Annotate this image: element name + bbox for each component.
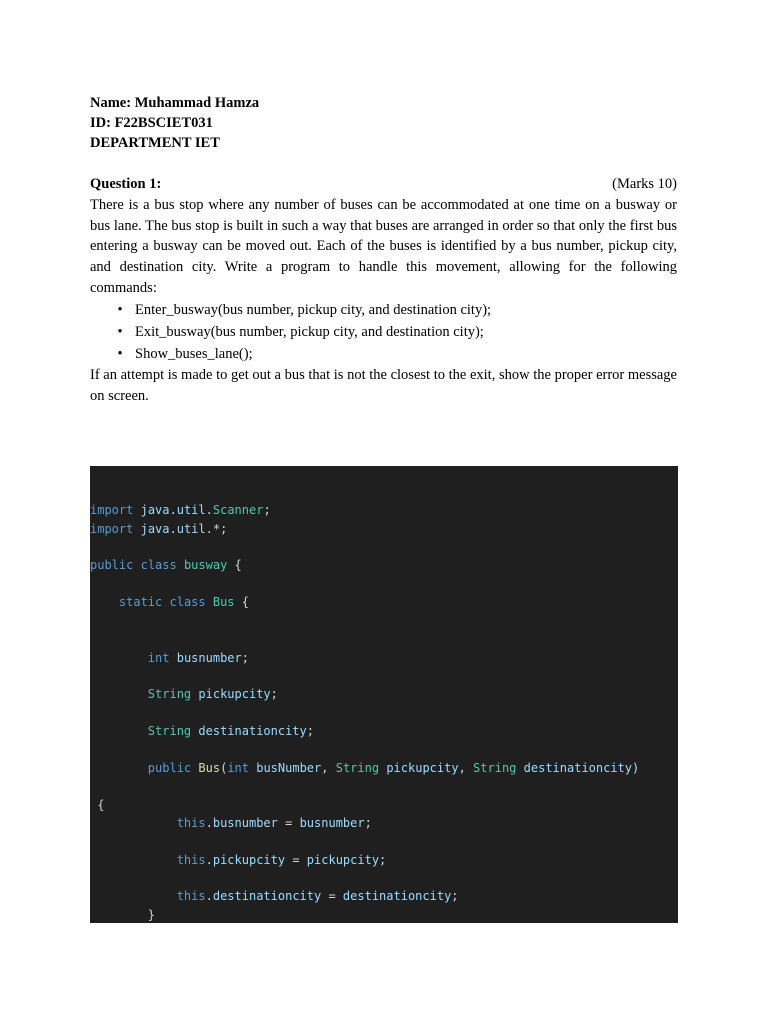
code-line-4: [90, 594, 249, 610]
code-line-2: [90, 521, 227, 537]
code-punct: ;: [379, 853, 387, 867]
code-punct: .: [205, 503, 213, 517]
code-type: String: [335, 761, 380, 775]
code-line-11: [90, 852, 386, 868]
code-punct: =: [292, 853, 300, 867]
code-identifier: pickupcity: [212, 853, 286, 867]
code-punct: =: [328, 889, 336, 903]
code-keyword: public: [147, 761, 192, 775]
department: DEPARTMENT IET: [90, 135, 220, 151]
code-type: String: [147, 724, 192, 738]
command-exit-busway: Exit_busway(bus number, pickup city, and destination city);: [135, 323, 484, 340]
code-keyword: class: [169, 595, 206, 609]
code-line-6: [90, 686, 278, 702]
code-keyword: static: [118, 595, 163, 609]
code-punct: .: [205, 816, 213, 830]
code-identifier: util: [176, 503, 206, 517]
code-line-9: [90, 797, 104, 813]
code-type: busway: [183, 558, 228, 572]
question-marks: (Marks 10): [612, 176, 677, 192]
bullet-icon: •: [117, 323, 123, 340]
code-identifier: destinationcity: [342, 889, 452, 903]
list-item: [114, 343, 677, 365]
student-id: ID: F22BSCIET031: [90, 115, 213, 131]
code-line-12: [90, 888, 459, 904]
code-type: Bus: [212, 595, 235, 609]
code-punct: ;: [263, 503, 271, 517]
code-punct: (: [220, 761, 228, 775]
code-punct: ;: [364, 816, 372, 830]
code-punct: {: [97, 798, 105, 812]
code-punct: ;: [451, 889, 459, 903]
code-punct: {: [241, 595, 250, 609]
question-closing: If an attempt is made to get out a bus that is not the closest to the exit, show the proper error message on screen.: [90, 366, 677, 404]
student-name: Name: Muhammad Hamza: [90, 95, 260, 111]
code-keyword: this: [176, 889, 206, 903]
code-type: Scanner: [212, 503, 264, 517]
code-identifier: util: [176, 522, 206, 536]
code-punct: .: [169, 522, 177, 536]
question-heading: [90, 174, 677, 195]
code-keyword: import: [90, 503, 134, 517]
code-punct: ;: [241, 651, 249, 665]
code-identifier: pickupcity: [386, 761, 459, 775]
code-line-13: [90, 907, 155, 923]
code-punct: =: [285, 816, 293, 830]
code-punct: .: [205, 853, 213, 867]
code-identifier: destinationcity: [212, 889, 322, 903]
code-type: String: [473, 761, 517, 775]
question-section: [90, 174, 677, 406]
code-line-8: [90, 760, 639, 776]
code-punct: .: [205, 889, 213, 903]
code-punct: {: [234, 558, 242, 572]
bullet-icon: •: [117, 345, 123, 362]
code-function: Bus: [198, 761, 221, 775]
code-identifier: java: [140, 503, 170, 517]
command-list: [90, 299, 677, 365]
code-identifier: busNumber: [256, 761, 322, 775]
command-show-buses-lane: Show_buses_lane();: [135, 345, 253, 362]
code-keyword: int: [147, 651, 170, 665]
code-identifier: busnumber: [212, 816, 278, 830]
code-keyword: this: [176, 816, 206, 830]
code-line-3: [90, 557, 242, 573]
list-item: [114, 321, 677, 343]
code-keyword: class: [140, 558, 177, 572]
code-keyword: this: [176, 853, 206, 867]
code-identifier: busnumber: [299, 816, 365, 830]
code-screenshot: [90, 466, 678, 923]
code-identifier: destinationcity: [198, 724, 307, 738]
code-identifier: pickupcity: [306, 853, 380, 867]
code-punct: ;: [270, 687, 278, 701]
code-line-1: [90, 502, 271, 518]
code-identifier: java: [140, 522, 170, 536]
code-punct: ;: [306, 724, 314, 738]
code-punct: ,: [321, 761, 329, 775]
student-info-header: [90, 93, 259, 153]
code-identifier: pickupcity: [198, 687, 271, 701]
code-punct: .: [169, 503, 177, 517]
question-body: There is a bus stop where any number of buses can be accommodated at one time on a busway or bus lane. The bus stop is built in such a way that buses are arranged in order so that only the first bus entering a busway can be moved out. Each of the buses is identified by a bus number, pickup city, and destination city. Write a program to handle this movement, allowing for the following commands:: [90, 196, 677, 296]
question-title: Question 1:: [90, 176, 162, 192]
code-identifier: destinationcity: [523, 761, 633, 775]
code-line-5: [90, 650, 249, 666]
code-keyword: import: [90, 522, 134, 536]
code-keyword: int: [227, 761, 249, 775]
code-punct: }: [147, 908, 156, 922]
command-enter-busway: Enter_busway(bus number, pickup city, and destination city);: [135, 301, 492, 318]
code-punct: ,: [458, 761, 466, 775]
code-type: String: [147, 687, 192, 701]
code-punct: .*;: [205, 522, 228, 536]
code-punct: ): [632, 761, 640, 775]
list-item: [114, 299, 677, 321]
code-identifier: busnumber: [176, 651, 242, 665]
code-keyword: public: [90, 558, 134, 572]
bullet-icon: •: [117, 301, 123, 318]
code-line-10: [90, 815, 372, 831]
code-line-7: [90, 723, 314, 739]
